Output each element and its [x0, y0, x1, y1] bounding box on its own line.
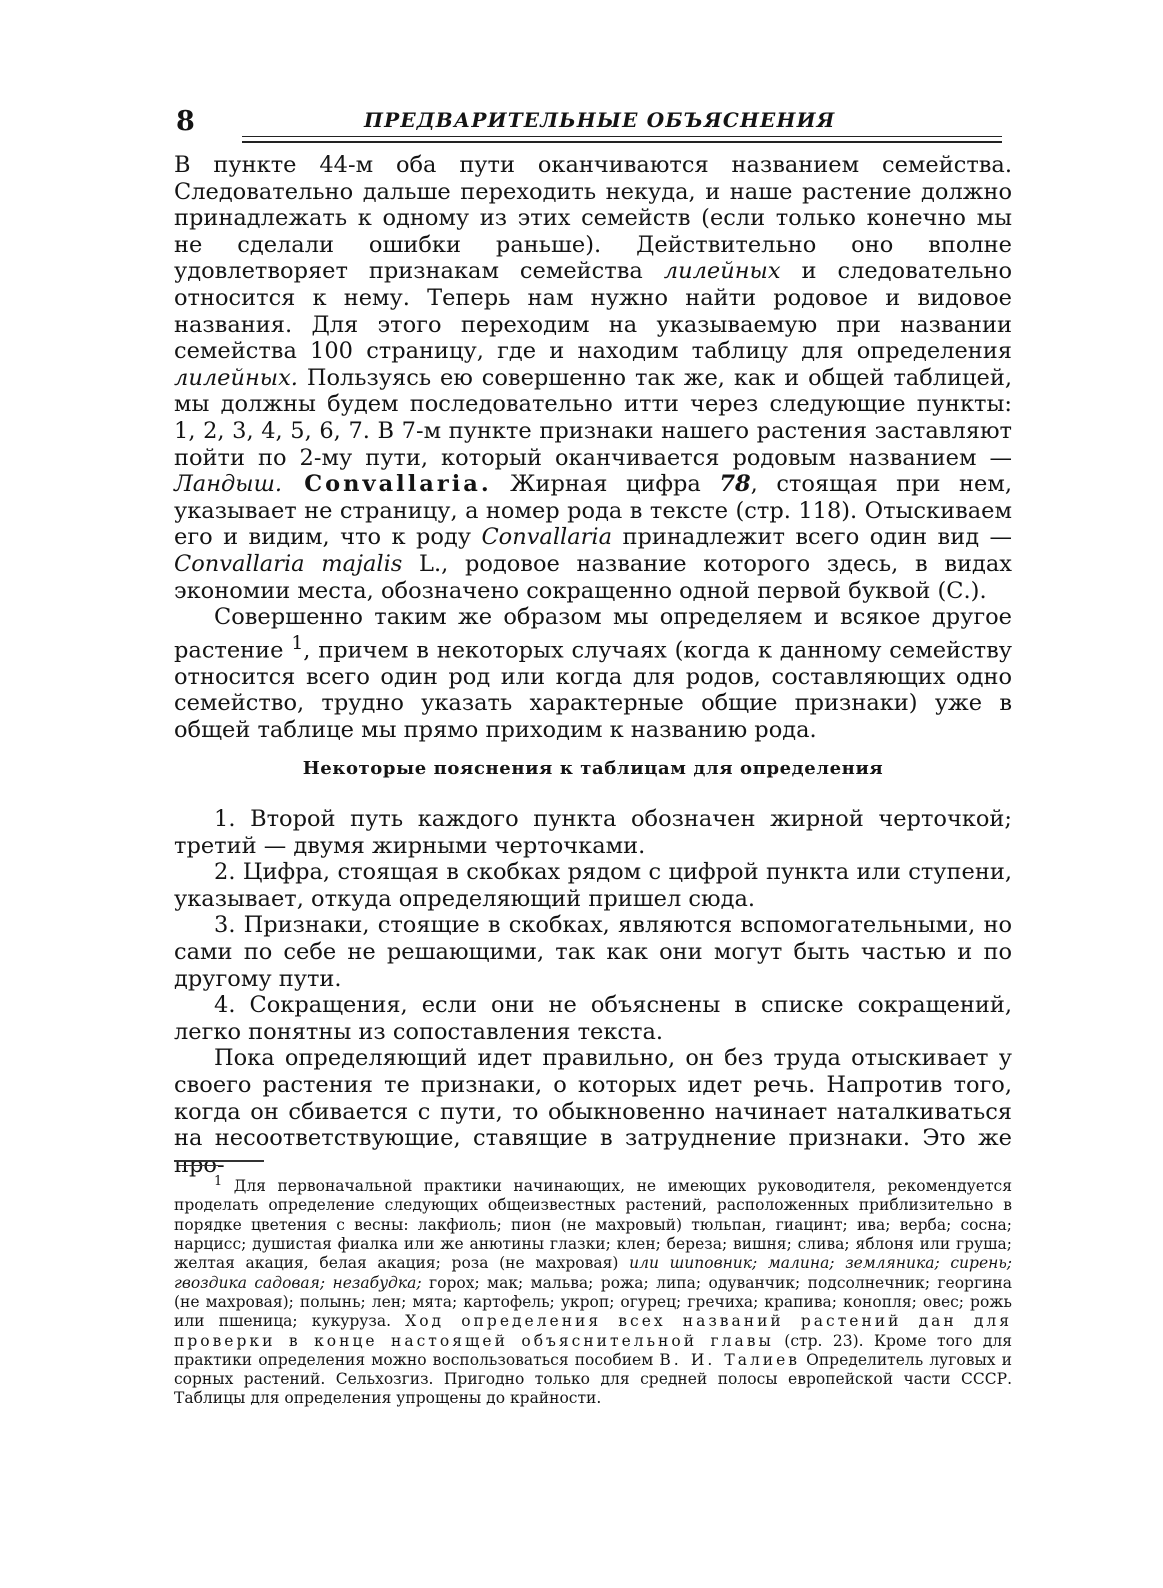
main-text [174, 152, 1012, 744]
footnote-ref: 1 [291, 632, 304, 654]
footnote: $^1$ Для первоначальной практики начинающих, не имеющих руководителя, рекомендуется проделать определение следующих общеизвестных растений, расположенных приблизительно в порядке цветения с весны: лакфиоль; пион (не махровый) тюльпан, гиацинт; ива; верба; сосна; нарцисс; душистая фиалка или же анютины глазки; клен; береза; вишня; слива; яблоня или груша; желтая акация, белая акация; роза (не махровая) или шиповник; малина; земляника; сирень; гвоздика садовая; незабудка; горох; мак; мальва; рожа; липа; одуванчик; подсолнечник; георгина (не махровая); полынь; лен; мята; картофель; укроп; огурец; гречиха; крапива; конопля; овес; рожь или пшеница; кукуруза. Ход определения всех названий растений дан для проверки в конце настоящей объяснительной главы (стр. 23). Кроме того для практики определения можно воспользоваться пособием В. И. Талиев Определитель луговых и сорных растений. Сельхозгиз. Пригодно только для средней полосы европейской части СССР. Таблицы для определения упрощены до крайности. [174, 1174, 1013, 1408]
header-rule-thick [242, 141, 1002, 143]
running-title: ПРЕДВАРИТЕЛЬНЫЕ ОБЪЯСНЕНИЯ [364, 108, 836, 132]
note-item: 1. Второй путь каждого пункта обозначен жирной черточкой; третий — двумя жирными черточками. [174, 806, 1012, 859]
note-item: 4. Сокращения, если они не объяснены в списке сокращений, легко понятны из сопоставления текста. [174, 992, 1012, 1045]
section-title: Некоторые пояснения к таблицам для определения [302, 758, 884, 779]
footnote-mark: 1 [214, 1174, 223, 1189]
note-item: 2. Цифра, стоящая в скобках рядом с цифрой пункта или ступени, указывает, откуда определяющий пришел сюда. [174, 859, 1012, 912]
footnote-rule-short [178, 1165, 218, 1166]
note-item: 3. Признаки, стоящие в скобках, являются вспомогательными, но сами по себе не решающими, так как они могут быть частью и по другому пути. [174, 912, 1012, 992]
footnote-rule [174, 1160, 264, 1162]
paragraph-1: В пункте 44-м оба пути оканчиваются названием семейства. Следовательно дальше переходить некуда, и наше растение должно принадлежать к одному из этих семейств (если только конечно мы не сделали ошибки раньше). Действительно оно вполне удовлетворяет признакам семейства лилейных и следовательно относится к нему. Теперь нам нужно найти родовое и видовое названия. Для этого переходим на указываемую при названии семейства 100 страницу, где и находим таблицу для определения лилейных. Пользуясь ею совершенно так же, как и общей таблицей, мы должны будем последовательно итти через следующие пункты: 1, 2, 3, 4, 5, 6, 7. В 7-м пункте признаки нашего растения заставляют пойти по 2-му пути, который оканчивается родовым названием — Ландыш. Convallaria. Жирная цифра 78, стоящая при нем, указывает не страницу, а номер рода в тексте (стр. 118). Отыскиваем его и видим, что к роду Convallaria принадлежит всего один вид — Convallaria majalis L., родовое название которого здесь, в видах экономии места, обозначено сокращенно одной первой буквой (С.). [174, 152, 1013, 604]
page-number: 8 [176, 106, 195, 137]
page-header [174, 106, 1014, 146]
closing-paragraph: Пока определяющий идет правильно, он без труда отыскивает у своего растения те признаки, о которых идет речь. Напротив того, когда он сбивается с пути, то обыкновенно начинает наталкиваться на несоответствующие, ставящие в затруднение признаки. Это же про- [174, 1045, 1012, 1178]
header-rule [242, 136, 1002, 137]
notes-list [174, 806, 1012, 1178]
paragraph-2: Совершенно таким же образом мы определяем и всякое другое растение $^1$, причем в некоторых случаях (когда к данному семейству относится всего один род или когда для родов, составляющих одно семейство, трудно указать характерные общие признаки) уже в общей таблице мы прямо приходим к названию рода. [174, 604, 1012, 743]
